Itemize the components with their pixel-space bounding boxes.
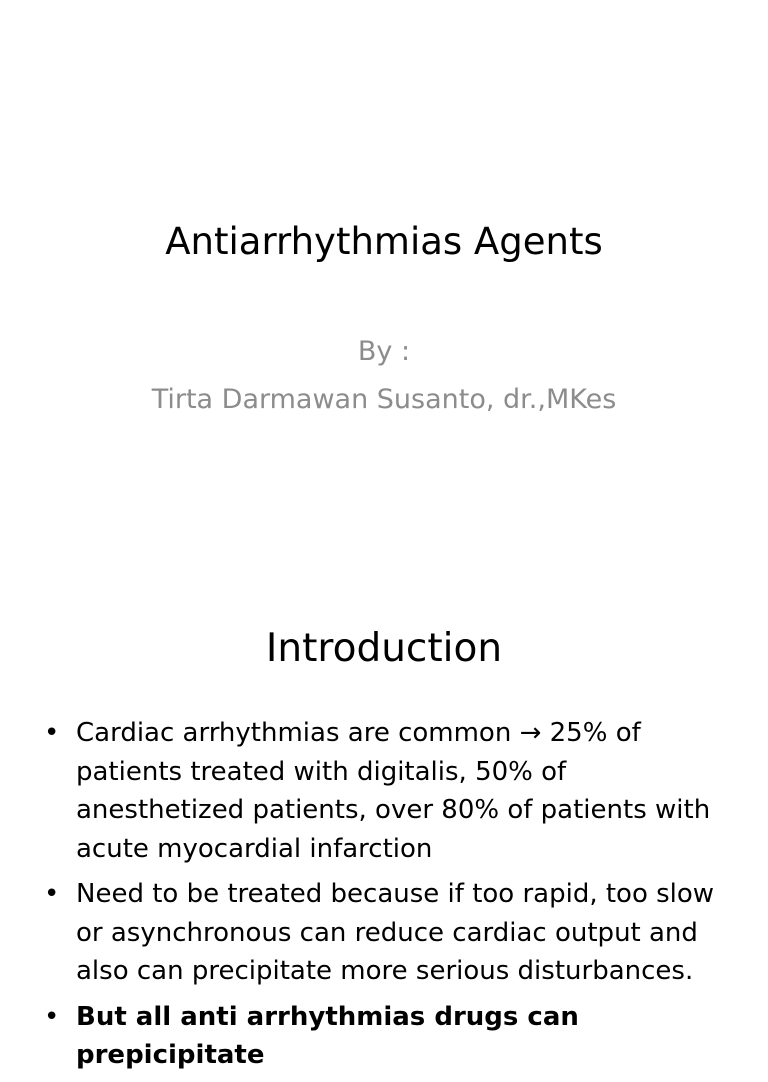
bullet-icon: • <box>44 879 60 909</box>
bullet-text: Need to be treated because if too rapid, too slow or asynchronous can reduce cardiac output and also can precipitate more serious disturbances. <box>76 879 715 986</box>
introduction-slide <box>0 576 768 1070</box>
slide-title: Antiarrhythmias Agents <box>165 220 603 263</box>
bullet-text: Cardiac arrhythmias are common → 25% of patients treated with digitalis, 50% of anesthetized patients, over 80% of patients with acute myocardial infarction <box>76 718 711 864</box>
slide-title: Introduction <box>265 626 503 671</box>
bullet-item <box>44 998 734 1075</box>
bullet-text: But all anti arrhythmias drugs can prepicipitate <box>76 1001 579 1070</box>
bullet-icon: • <box>44 1001 60 1032</box>
bullet-item <box>44 875 734 991</box>
subtitle-by: By : <box>357 336 411 367</box>
bullet-item <box>44 714 734 868</box>
subtitle-author: Tirta Darmawan Susanto, dr.,MKes <box>151 384 617 415</box>
bullet-icon: • <box>44 718 60 748</box>
bullet-list <box>44 714 734 1082</box>
